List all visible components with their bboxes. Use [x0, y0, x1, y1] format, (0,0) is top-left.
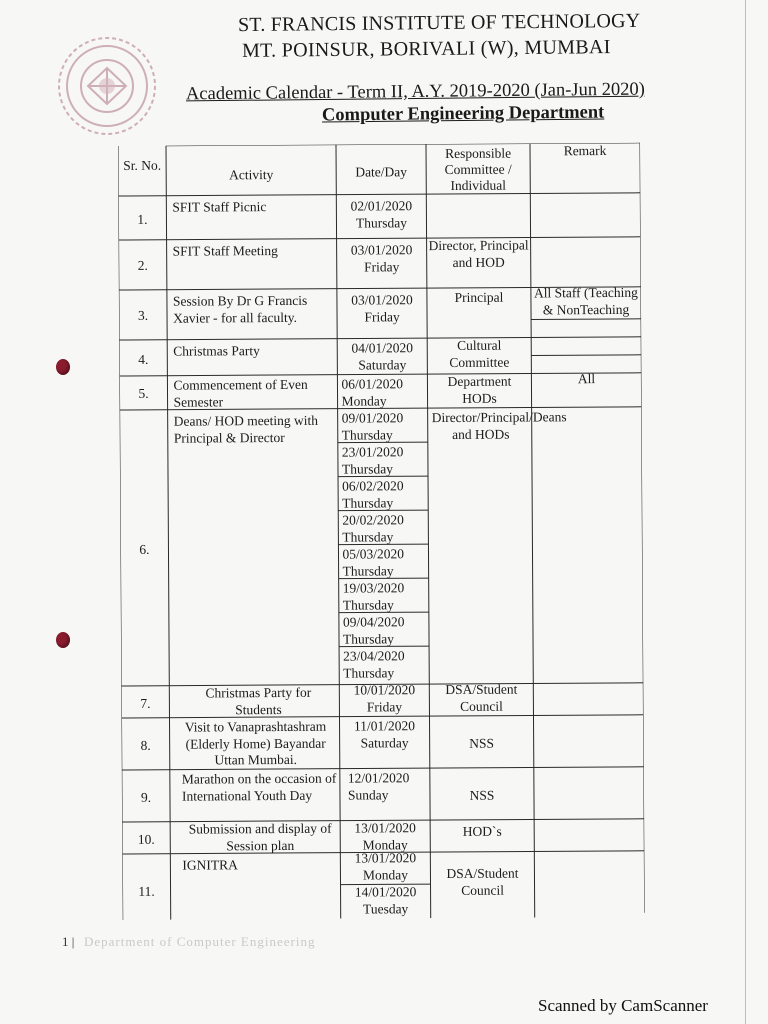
row-4-activity: Christmas Party [173, 343, 260, 359]
row-5-sr: 5. [138, 385, 149, 401]
institute-name: ST. FRANCIS INSTITUTE OF TECHNOLOGY [237, 9, 641, 37]
row-10-responsible: HOD`s [462, 823, 502, 839]
row-8-date: 11/01/2020 Saturday [353, 718, 416, 751]
scanner-watermark: Scanned by CamScanner [538, 996, 708, 1015]
row-1-activity: SFIT Staff Picnic [172, 199, 267, 215]
row-10-date: 13/01/2020 Monday [354, 820, 416, 853]
row-6-sr: 6. [139, 541, 150, 557]
row-5-responsible: Department HODs [447, 373, 512, 406]
row-7-responsible: DSA/Student Council [445, 681, 518, 714]
row-3-responsible: Principal [454, 289, 504, 305]
row-11-date-1: 13/01/2020 Monday [354, 850, 417, 883]
col-header-date: Date/Day [355, 164, 408, 180]
row-9-activity: Marathon on the occasion of International Youth Day [181, 770, 337, 804]
row-9-date: 12/01/2020 Sunday [347, 770, 410, 803]
institute-address: MT. POINSUR, BORIVALI (W), MUMBAI [241, 36, 611, 62]
punch-hole-icon [56, 632, 70, 648]
row-4-date: 04/01/2020 Saturday [351, 340, 414, 373]
row-6-activity: Deans/ HOD meeting with Principal & Director [173, 412, 319, 446]
row-6-date-8: 23/04/2020 Thursday [343, 648, 405, 681]
calendar-title: Academic Calendar - Term II, A.Y. 2019-2020 (Jan-Jun 2020) [185, 79, 645, 105]
row-9-responsible: NSS [469, 787, 495, 803]
row-11-date-2: 14/01/2020 Tuesday [354, 884, 417, 917]
row-7-activity: Christmas Party for Students [205, 684, 312, 717]
row-5-remark: All [577, 371, 596, 387]
row-3-date: 03/01/2020 Friday [351, 292, 413, 324]
row-6-date-5: 05/03/2020 Thursday [342, 546, 405, 579]
row-1-sr: 1. [137, 211, 148, 227]
row-11-responsible: DSA/Student Council [446, 865, 519, 898]
row-4-responsible: Cultural Committee [449, 337, 510, 370]
row-6-date-3: 06/02/2020 Thursday [342, 478, 404, 511]
col-header-sr: Sr. No. [123, 157, 162, 173]
row-8-activity: Visit to Vanaprashtashram (Elderly Home) Bayandar Uttan Mumbai. [184, 718, 327, 768]
row-6-date-1: 09/01/2020 Thursday [341, 410, 404, 443]
row-7-date: 10/01/2020 Friday [353, 682, 416, 714]
page-number: 1 | [62, 934, 75, 949]
row-6-date-7: 09/04/2020 Thursday [342, 614, 405, 647]
row-2-activity: SFIT Staff Meeting [172, 243, 278, 259]
row-2-responsible: Director, Principal and HOD [428, 237, 529, 270]
footer-faded-text: Department of Computer Engineering [84, 934, 316, 949]
row-4-sr: 4. [138, 351, 149, 367]
row-7-sr: 7. [140, 695, 151, 711]
row-3-remark: All Staff (Teaching & NonTeaching [533, 284, 638, 317]
row-8-responsible: NSS [469, 735, 495, 751]
row-6-date-4: 20/02/2020 Thursday [342, 512, 404, 545]
row-1-date: 02/01/2020 Thursday [350, 198, 413, 231]
row-6-responsible: Director/Principal/Deans and HODs [431, 409, 567, 442]
calendar-table [118, 143, 645, 920]
punch-hole-icon [56, 359, 70, 375]
row-6-date-2: 23/01/2020 Thursday [341, 444, 404, 477]
row-3-sr: 3. [137, 307, 149, 323]
row-2-date: 03/01/2020 Friday [350, 242, 413, 274]
page-edge [745, 0, 746, 1024]
row-5-activity: Commencement of Even Semester [173, 376, 308, 410]
row-3-activity: Session By Dr G Francis Xavier - for all faculty. [172, 292, 308, 326]
col-header-remark: Remark [563, 143, 607, 159]
row-5-date: 06/01/2020 Monday [341, 376, 404, 409]
row-11-activity: IGNITRA [182, 857, 238, 873]
row-6-date-6: 19/03/2020 Thursday [342, 580, 405, 613]
row-2-sr: 2. [137, 257, 148, 273]
col-header-responsible: Responsible Committee / Individual [444, 145, 512, 193]
department-title: Computer Engineering Department [321, 102, 605, 126]
row-9-sr: 9. [140, 789, 152, 805]
row-10-activity: Submission and display of Session plan [188, 820, 332, 853]
row-8-sr: 8. [140, 737, 151, 753]
col-header-activity: Activity [229, 167, 274, 183]
row-10-sr: 10. [137, 831, 155, 847]
row-11-sr: 11. [138, 883, 155, 899]
institute-seal-logo [48, 32, 166, 140]
